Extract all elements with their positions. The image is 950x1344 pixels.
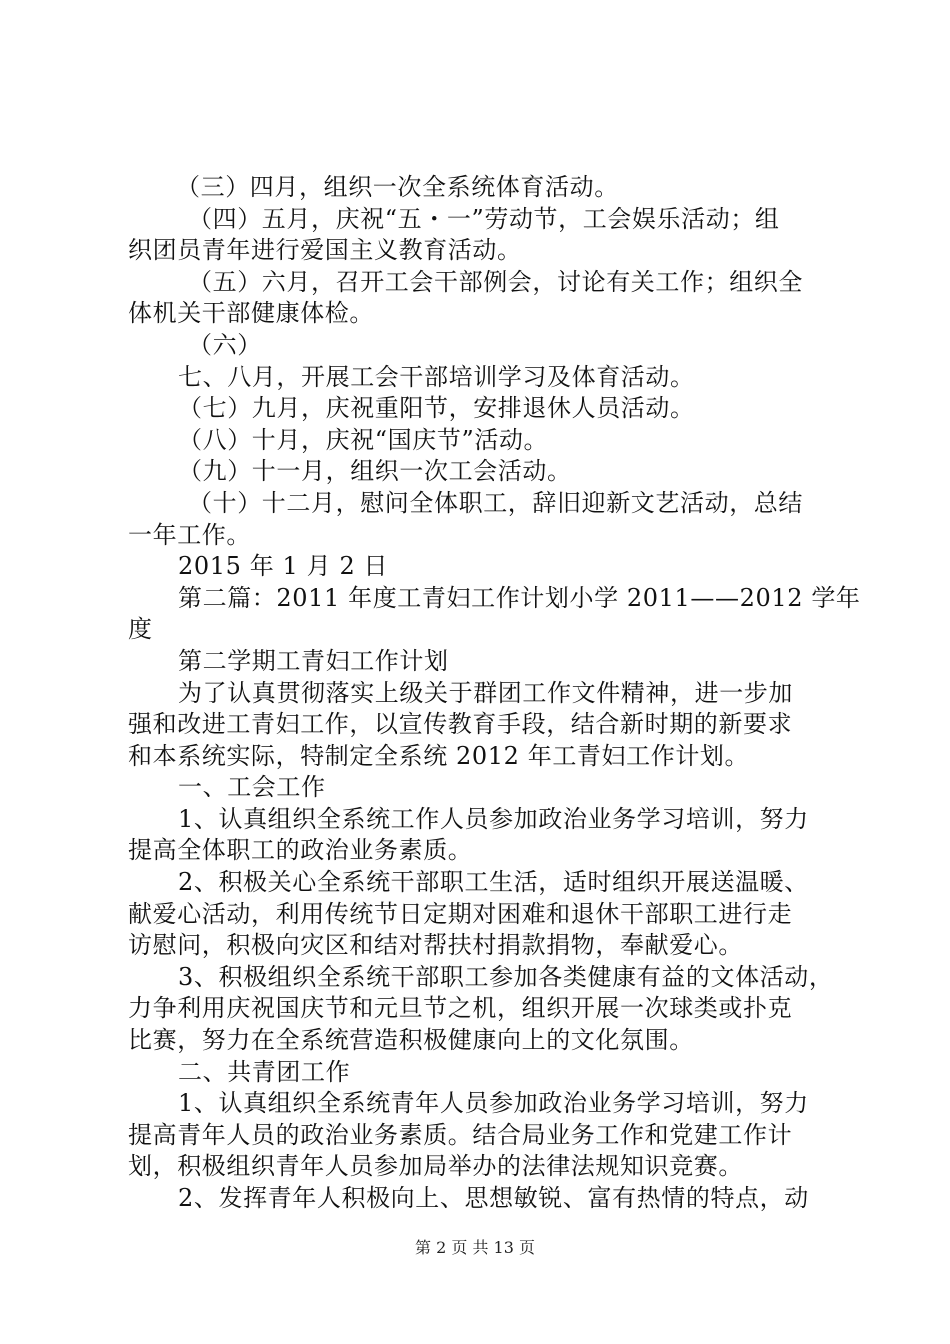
text-line: 访慰问，积极向灾区和结对帮扶村捐款捐物，奉献爱心。	[128, 931, 743, 960]
text-line: 2、发挥青年人积极向上、思想敏锐、富有热情的特点，动	[178, 1184, 809, 1212]
text-line: （四）五月，庆祝“五・一”劳动节，工会娱乐活动；组	[188, 204, 780, 233]
text-line: 一、工会工作	[178, 773, 326, 802]
text-line: 七、八月，开展工会干部培训学习及体育活动。	[178, 362, 695, 391]
text-line: 献爱心活动，利用传统节日定期对困难和退休干部职工进行走	[128, 899, 793, 928]
text-line: 3、积极组织全系统干部职工参加各类健康有益的文体活动，	[178, 962, 834, 991]
text-line: 一年工作。	[128, 520, 251, 549]
text-line: （三）四月，组织一次全系统体育活动。	[176, 173, 619, 201]
text-line: （五）六月，召开工会干部例会，讨论有关工作；组织全	[188, 267, 803, 296]
text-line: 2、积极关心全系统干部职工生活，适时组织开展送温暖、	[178, 868, 809, 897]
text-line: 度	[128, 615, 153, 644]
text-line: 体机关干部健康体检。	[128, 299, 374, 328]
text-line: 强和改进工青妇工作，以宣传教育手段，结合新时期的新要求	[128, 710, 793, 739]
text-line: 和本系统实际，特制定全系统 2012 年工青妇工作计划。	[128, 741, 750, 770]
text-line: （十）十二月，慰问全体职工，辞旧迎新文艺活动，总结	[188, 488, 803, 517]
text-line: 划，积极组织青年人员参加局举办的法律法规知识竞赛。	[128, 1152, 743, 1181]
text-line: 第二篇：2011 年度工青妇工作计划小学 2011——2012 学年	[178, 583, 861, 612]
page-number-footer: 第 2 页 共 13 页	[415, 1238, 535, 1257]
text-line: 2015 年 1 月 2 日	[178, 552, 389, 581]
text-line: 比赛，努力在全系统营造积极健康向上的文化氛围。	[128, 1026, 694, 1055]
text-line: 织团员青年进行爱国主义教育活动。	[128, 236, 522, 265]
text-line: 提高全体职工的政治业务素质。	[128, 836, 473, 865]
text-line: 1、认真组织全系统青年人员参加政治业务学习培训，努力	[178, 1089, 809, 1118]
text-line: （九）十一月，组织一次工会活动。	[178, 457, 572, 486]
document-body	[128, 172, 861, 1215]
text-line: 第二学期工青妇工作计划	[178, 646, 449, 675]
text-line: 提高青年人员的政治业务素质。结合局业务工作和党建工作计	[128, 1120, 793, 1149]
text-line: （六）	[188, 330, 262, 359]
text-line: （七）九月，庆祝重阳节，安排退休人员活动。	[178, 394, 695, 423]
text-line: 为了认真贯彻落实上级关于群团工作文件精神，进一步加	[178, 678, 793, 707]
text-line: 力争利用庆祝国庆节和元旦节之机，组织开展一次球类或扑克	[128, 994, 793, 1023]
text-line: 二、共青团工作	[178, 1057, 351, 1086]
text-line: 1、认真组织全系统工作人员参加政治业务学习培训，努力	[178, 804, 809, 833]
text-line: （八）十月，庆祝“国庆节”活动。	[178, 425, 549, 454]
